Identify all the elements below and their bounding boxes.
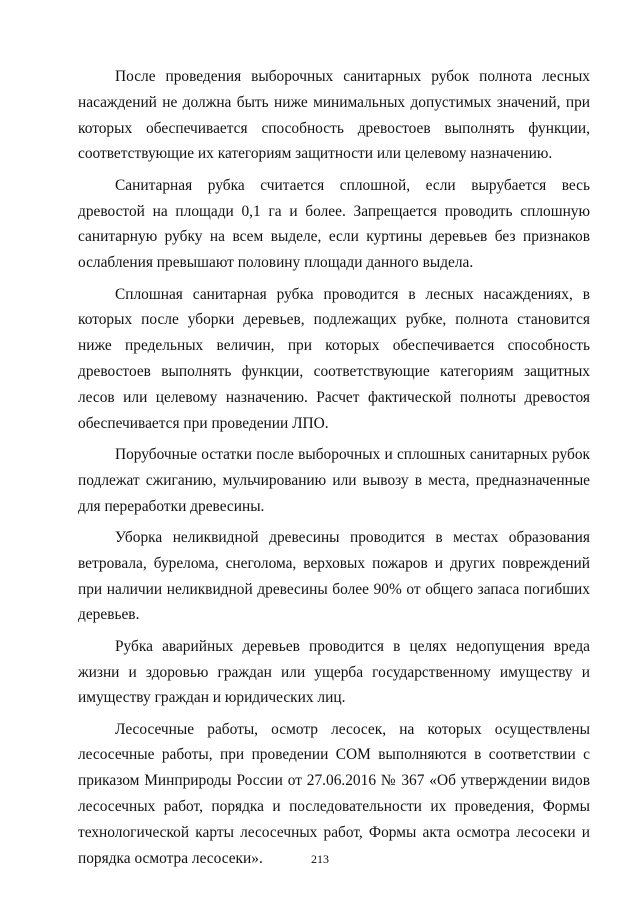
paragraph: Рубка аварийных деревьев проводится в целях недопущения вреда жизни и здоровью граждан или ущерба государственному имуществу и имуществу граждан и юридических лиц. bbox=[78, 637, 590, 707]
paragraph: Порубочные остатки после выборочных и сплошных санитарных рубок подлежат сжиганию, мульчированию или вывозу в места, предназначенные для переработки древесины. bbox=[78, 445, 590, 515]
body-text bbox=[78, 64, 590, 871]
paragraph: Санитарная рубка считается сплошной, если вырубается весь древостой на площади 0,1 га и более. Запрещается проводить сплошную санитарную рубку на всем выделе, если куртины деревьев без признаков ослабления превышают половину площади данного выдела. bbox=[78, 176, 590, 272]
paragraph: После проведения выборочных санитарных рубок полнота лесных насаждений не должна быть ниже минимальных допустимых значений, при которых обеспечивается способность древостоев выполнять функции, соответствующие их категориям защитности или целевому назначению. bbox=[78, 68, 590, 163]
paragraph: Уборка неликвидной древесины проводится в местах образования ветровала, бурелома, снеголома, верховых пожаров и других повреждений при наличии неликвидной древесины более 90% от общего запаса погибших деревьев. bbox=[78, 528, 590, 624]
paragraph: Сплошная санитарная рубка проводится в лесных насаждениях, в которых после уборки деревьев, подлежащих рубке, полнота становится ниже предельных величин, при которых обеспечивается способность древостоев выполнять функции, соответствующие категориям защитных лесов или целевому назначению. Расчет фактической полноты древостоя обеспечивается при проведении ЛПО. bbox=[78, 285, 590, 432]
paragraph: Лесосечные работы, осмотр лесосек, на которых осуществлены лесосечные работы, при проведении СОМ выполняются в соответствии с приказом Минприроды России от 27.06.2016 № 367 «Об утверждении видов лесосечных работ, порядка и последовательности их проведения, Формы технологической карты лесосечных работ, Формы акта осмотра лесосеки и порядка осмотра лесосеки». bbox=[78, 720, 590, 867]
page-number: 213 bbox=[311, 852, 329, 866]
